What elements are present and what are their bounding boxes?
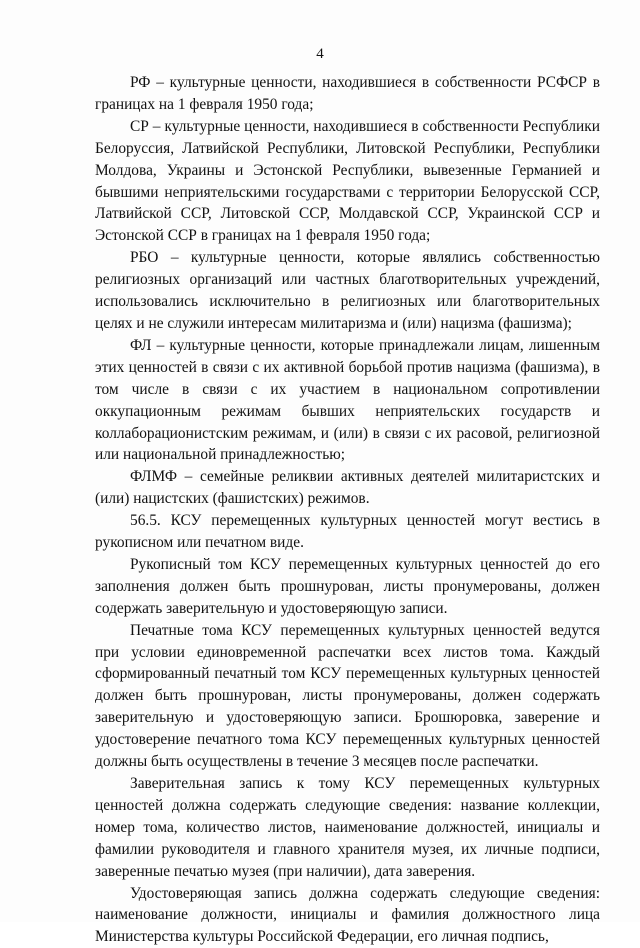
paragraph-handwritten-volume bbox=[95, 554, 600, 620]
paragraph-text: Рукописный том КСУ перемещенных культурных ценностей до его заполнения должен быть прошнурован, листы пронумерованы, должен содержать заверительную и удостоверяющую записи. bbox=[95, 555, 600, 617]
paragraph-printed-volumes bbox=[95, 620, 600, 773]
term-abbreviation: ФЛ bbox=[130, 336, 152, 354]
paragraph-rbo bbox=[95, 247, 600, 335]
paragraph-text: Удостоверяющая запись должна содержать следующие сведения: наименование должности, инициалы и фамилия должностного лица Министерства культуры Российской Федерации, его личная подпись, bbox=[95, 884, 600, 946]
paragraph-56-5 bbox=[95, 510, 600, 554]
paragraph-text: – культурные ценности, находившиеся в собственности Республики Белоруссия, Латвийской Республики, Литовской Республики, Республики Молдова, Украины и Эстонской Республики, вывезенные Германией и бывшими неприятельскими государствами с территории Белорусской ССР, Латвийской ССР, Литовской ССР, Молдавской ССР, Украинской ССР и Эстонской ССР в границах на 1 февраля 1950 года; bbox=[95, 117, 600, 245]
paragraph-certification-record bbox=[95, 773, 600, 883]
term-abbreviation: СР bbox=[130, 117, 149, 135]
document-body bbox=[95, 72, 600, 948]
paragraph-text: – культурные ценности, которые являлись собственностью религиозных организаций или частных благотворительных учреждений, использовались исключительно в религиозных или благотворительных целях и не служили интересам милитаризма и (или) нацизма (фашизма); bbox=[95, 249, 600, 332]
paragraph-fl bbox=[95, 335, 600, 466]
paragraph-rf bbox=[95, 72, 600, 116]
paragraph-text: Печатные тома КСУ перемещенных культурных ценностей ведутся при условии единовременной распечатки всех листов тома. Каждый сформированный печатный том КСУ перемещенных культурных ценностей должен быть прошнурован, листы пронумерованы, должен содержать заверительную и удостоверяющую записи. Брошюровка, заверение и удостоверение печатного тома КСУ перемещенных культурных ценностей должны быть осуществлены в течение 3 месяцев после распечатки. bbox=[95, 621, 600, 771]
paragraph-text: 56.5. КСУ перемещенных культурных ценностей могут вестись в рукописном или печатном виде. bbox=[95, 512, 600, 552]
paragraph-flmf bbox=[95, 466, 600, 510]
paragraph-text: – культурные ценности, которые принадлежали лицам, лишенным этих ценностей в связи с их активной борьбой против нацизма (фашизма), в том числе в связи с их участием в национальном сопротивлении оккупационным режимам бывших неприятельских государств и коллаборационистским режимам, и (или) в связи с их расовой, религиозной или национальной принадлежностью; bbox=[95, 336, 600, 464]
page-number: 4 bbox=[316, 46, 324, 62]
paragraph-sr bbox=[95, 116, 600, 247]
paragraph-attestation-record bbox=[95, 883, 600, 948]
term-abbreviation: ФЛМФ bbox=[130, 468, 178, 486]
term-abbreviation: РФ bbox=[130, 74, 151, 91]
term-abbreviation: РБО bbox=[130, 249, 159, 267]
paragraph-text: – семейные реликвии активных деятелей милитаристских и (или) нацистских (фашистских) режимов. bbox=[95, 468, 600, 508]
paragraph-text: Заверительная запись к тому КСУ перемещенных культурных ценностей должна содержать следующие сведения: название коллекции, номер тома, количество листов, наименование должностей, инициалы и фамилии руководителя и главного хранителя музея, их личные подписи, заверенные печатью музея (при наличии), дата заверения. bbox=[95, 775, 600, 880]
paragraph-text: – культурные ценности, находившиеся в собственности РСФСР в границах на 1 февраля 1950 года; bbox=[95, 74, 600, 113]
